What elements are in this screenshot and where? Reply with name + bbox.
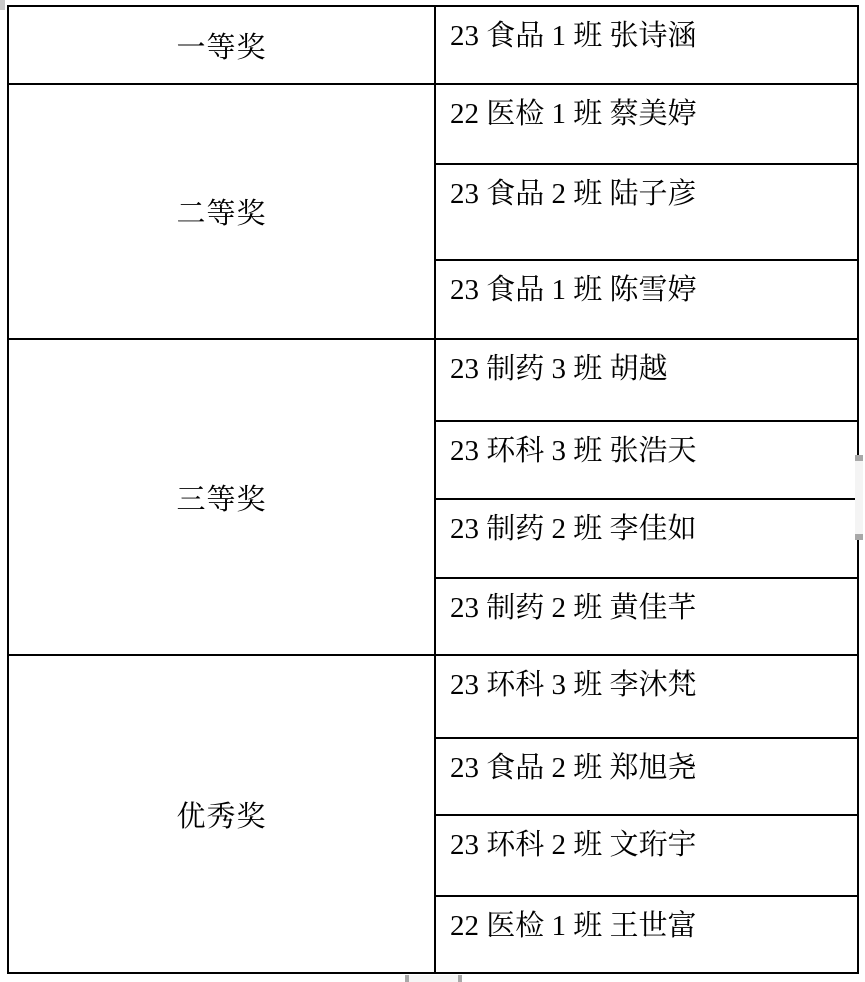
scrollbar-cap-icon [855, 534, 863, 540]
winner-cell: 22 医检 1 班 蔡美婷 [435, 84, 858, 164]
winner-cell: 23 制药 3 班 胡越 [435, 339, 858, 421]
window-edge-artifact [0, 0, 5, 10]
winner-cell: 23 食品 1 班 陈雪婷 [435, 260, 858, 339]
horizontal-scrollbar-fragment[interactable] [405, 975, 462, 982]
award-cell-excellence-prize: 优秀奖 [8, 655, 435, 973]
table-row [8, 84, 858, 164]
table-row [8, 339, 858, 421]
scrollbar-cap-icon [405, 975, 409, 982]
scrollbar-cap-icon [855, 455, 863, 461]
award-cell-third-prize: 三等奖 [8, 339, 435, 655]
winner-cell: 23 食品 2 班 陆子彦 [435, 164, 858, 260]
table-row [8, 655, 858, 738]
award-cell-first-prize: 一等奖 [8, 6, 435, 84]
table-row [8, 6, 858, 84]
winner-cell: 23 食品 1 班 张诗涵 [435, 6, 858, 84]
winner-cell: 22 医检 1 班 王世富 [435, 896, 858, 973]
vertical-scrollbar-fragment[interactable] [855, 455, 863, 540]
award-cell-second-prize: 二等奖 [8, 84, 435, 339]
winner-cell: 23 制药 2 班 黄佳芊 [435, 578, 858, 655]
winner-cell: 23 食品 2 班 郑旭尧 [435, 738, 858, 815]
winner-cell: 23 环科 3 班 李沐梵 [435, 655, 858, 738]
awards-table [7, 5, 859, 974]
winner-cell: 23 环科 3 班 张浩天 [435, 421, 858, 499]
winner-cell: 23 环科 2 班 文珩宇 [435, 815, 858, 896]
scrollbar-cap-icon [458, 975, 462, 982]
winner-cell: 23 制药 2 班 李佳如 [435, 499, 858, 578]
